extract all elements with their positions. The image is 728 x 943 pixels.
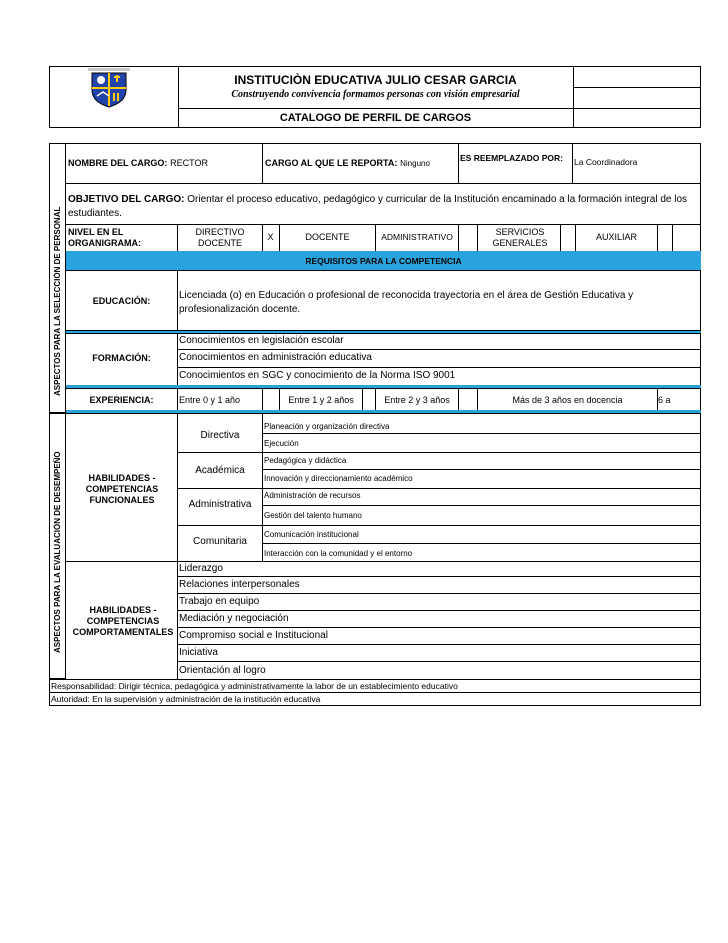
formacion-item-2: Conocimientos en administración educativa <box>179 352 372 363</box>
cargo-reports-cell <box>265 157 457 170</box>
cargo-replaced-label: ES REEMPLAZADO POR: <box>460 153 563 163</box>
experiencia-opt-3: Entre 2 y 3 años <box>384 395 450 405</box>
cargo-reports-value: Ninguno <box>400 159 430 168</box>
nivel-directivo: DIRECTIVO DOCENTE <box>195 227 245 248</box>
comportamental-item: Orientación al logro <box>179 665 266 676</box>
funcional-item: Planeación y organización directiva <box>264 422 390 431</box>
funcional-item: Pedagógica y didáctica <box>264 456 347 465</box>
funcional-item: Comunicación institucional <box>264 530 359 539</box>
comportamental-item: Compromiso social e Institucional <box>179 630 328 641</box>
nivel-label: NIVEL EN EL ORGANIGRAMA: <box>68 227 141 248</box>
institution-motto: Construyendo convivencia formamos personas con visión empresarial <box>231 89 520 100</box>
institution-name: INSTITUCIÒN EDUCATIVA JULIO CESAR GARCIA <box>234 73 517 87</box>
cargo-name-cell <box>68 157 258 170</box>
cargo-reports-label: CARGO AL QUE LE REPORTA: <box>265 158 398 168</box>
funcional-group-directiva: Directiva <box>200 430 240 441</box>
cargo-name-value: RECTOR <box>170 158 208 168</box>
objective-cell <box>68 193 700 221</box>
nivel-docente: DOCENTE <box>305 232 350 242</box>
nivel-servicios: SERVICIOS GENERALES <box>492 227 548 248</box>
formacion-item-1: Conocimientos en legislación escolar <box>179 335 344 346</box>
evaluation-side-label: ASPECTOS PARA LA EVALUACIÓN DE DESEMPEÑO <box>53 451 62 653</box>
selection-side-label: ASPECTOS PARA LA SELECCIÓN DE PERSONAL <box>53 206 62 396</box>
funcional-group-administrativa: Administrativa <box>188 499 252 510</box>
experiencia-opt-4: Más de 3 años en docencia <box>512 395 623 405</box>
comportamentales-label: HABILIDADES - COMPETENCIAS COMPORTAMENTALES <box>72 605 174 637</box>
funcional-group-comunitaria: Comunitaria <box>193 536 247 547</box>
funcional-group-academica: Académica <box>195 465 245 476</box>
evaluation-side-column <box>49 413 66 679</box>
experiencia-label: EXPERIENCIA: <box>89 395 154 405</box>
cargo-name-label: NOMBRE DEL CARGO: <box>68 158 168 168</box>
comportamental-item: Mediación y negociación <box>179 613 289 624</box>
objective-label: OBJETIVO DEL CARGO: <box>68 194 185 205</box>
funcionales-label: HABILIDADES - COMPETENCIAS FUNCIONALES <box>85 473 159 505</box>
comportamental-item: Liderazgo <box>179 563 223 574</box>
funcional-item: Ejecución <box>264 439 299 448</box>
cargo-replaced-value: La Coordinadora <box>574 157 638 167</box>
objective-value: Orientar el proceso educativo, pedagógico y curricular de la Institución encaminado a la formación integral de los estudiantes. <box>68 194 688 219</box>
educacion-value: Licenciada (o) en Educación o profesional de reconocida trayectoria en el área de Gestión Educativa y profesionalización docente. <box>179 290 634 315</box>
nivel-directivo-mark: X <box>267 232 274 242</box>
comportamental-item: Iniciativa <box>179 647 218 658</box>
comportamental-item: Relaciones interpersonales <box>179 579 300 590</box>
experiencia-opt-1: Entre 0 y 1 año <box>179 395 241 405</box>
autoridad-text: Autoridad: En la supervisión y administración de la institución educativa <box>51 694 321 704</box>
responsabilidad-text: Responsabilidad: Dirigir técnica, pedagógica y administrativamente la labor de un establecimiento educativo <box>51 681 458 691</box>
nivel-auxiliar: AUXILIAR <box>595 232 637 242</box>
funcional-item: Gestión del talento humano <box>264 511 362 520</box>
requisitos-title: REQUISITOS PARA LA COMPETENCIA <box>305 256 462 266</box>
catalog-title: CATALOGO DE PERFIL DE CARGOS <box>279 112 472 124</box>
comportamental-item: Trabajo en equipo <box>179 596 260 607</box>
funcional-item: Administración de recursos <box>264 491 361 500</box>
institution-logo <box>84 68 134 108</box>
funcional-item: Interacción con la comunidad y el entorno <box>264 549 413 558</box>
formacion-item-3: Conocimientos en SGC y conocimiento de la Norma ISO 9001 <box>179 370 456 381</box>
experiencia-opt-5: 6 a <box>658 395 671 405</box>
educacion-label: EDUCACIÓN: <box>92 296 151 306</box>
funcional-item: Innovación y direccionamiento académico <box>264 474 413 483</box>
formacion-label: FORMACIÓN: <box>92 353 151 363</box>
experiencia-opt-2: Entre 1 y 2 años <box>288 395 354 405</box>
selection-side-column <box>49 143 66 413</box>
nivel-administrativo: ADMINISTRATIVO <box>381 232 453 242</box>
